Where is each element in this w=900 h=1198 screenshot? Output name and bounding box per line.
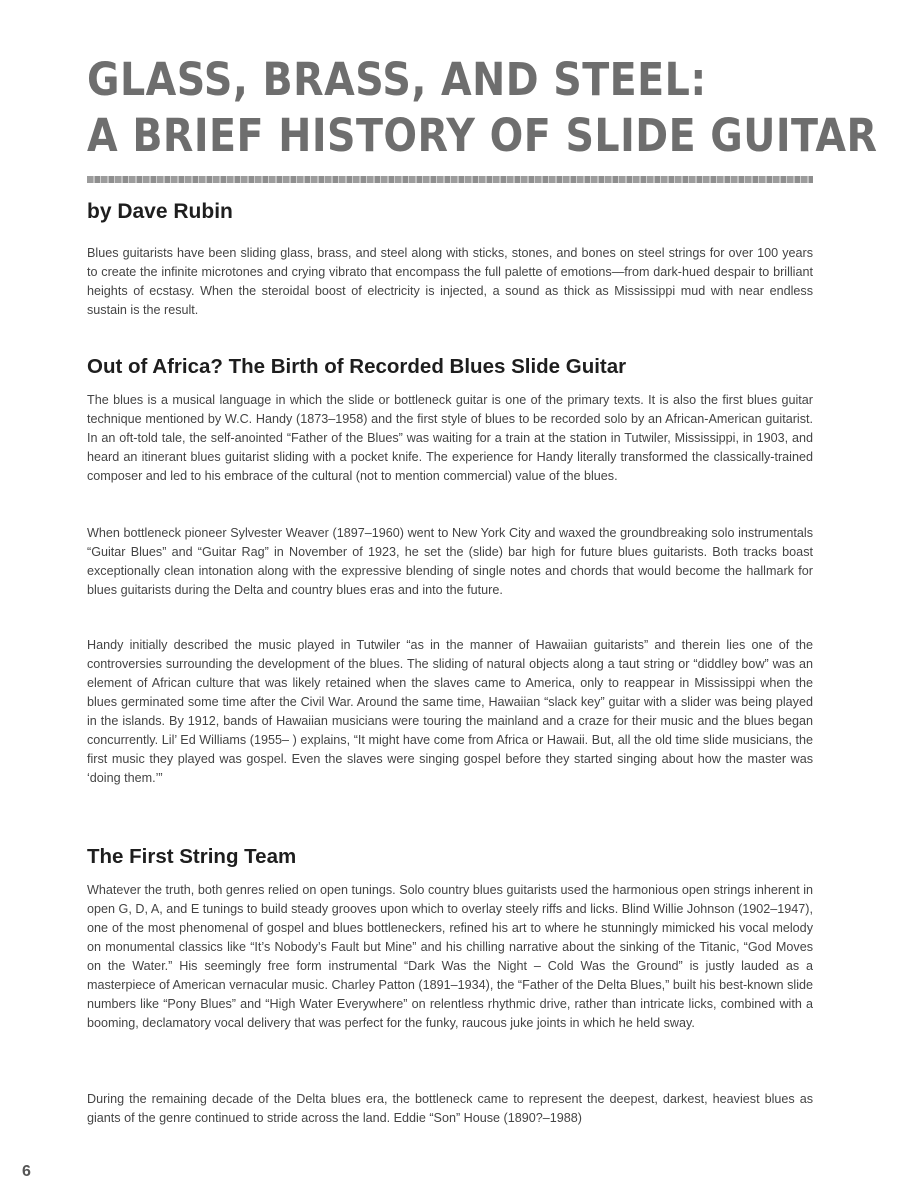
paragraph: Whatever the truth, both genres relied on open tunings. Solo country blues guitarists used the harmonious open strings inherent in open G, D, A, and E tunings to build steady grooves upon which to overlay steely riffs and licks. Blind Willie Johnson (1902–1947), one of the most phenomenal of gospel and blues bottleneckers, refined his art to where he stunningly mimicked his vocal melody on monumental classics like “It’s Nobody’s Fault but Mine” and his chilling narrative about the sinking of the Titanic, “God Moves on the Water.” His seemingly free form instrumental “Dark Was the Night – Cold Was the Ground” is justly lauded as a masterpiece of American vernacular music. Charley Patton (1891–1934), the “Father of the Delta Blues,” built his best-known slide numbers like “Pony Blues” and “High Water Everywhere” on relentless rhythmic drive, rather than intricate licks, combined with a booming, declamatory vocal delivery that was perfect for the funky, raucous juke joints in which he held sway.: [87, 883, 813, 1030]
paragraph: During the remaining decade of the Delta blues era, the bottleneck came to represent the deepest, darkest, heaviest blues as giants of the genre continued to stride across the land. Eddie “Son” House (1890?–1988): [87, 1092, 813, 1125]
paragraph: Handy initially described the music played in Tutwiler “as in the manner of Hawaiian guitarists” and therein lies one of the controversies surrounding the development of the blues. The sliding of natural objects along a taut string or “diddley bow” was an element of African culture that was likely retained when the slaves came to America, only to reappear in Mississippi when the blues germinated some time after the Civil War. Around the same time, Hawaiian “slack key” guitar with a slider was being played in the islands. By 1912, bands of Hawaiian musicians were touring the mainland and a craze for their music and the blues began concurrently. Lil’ Ed Williams (1955– ) explains, “It might have come from Africa or Hawaii. But, all the old time slide musicians, the first music they played was gospel. Even the slaves were singing gospel before they started singing about how the master was ‘doing them.’”: [87, 638, 813, 785]
page-title: [87, 52, 878, 164]
paragraph: The blues is a musical language in which the slide or bottleneck guitar is one of the primary texts. It is also the first blues guitar technique mentioned by W.C. Handy (1873–1958) and the first style of blues to be recorded solo by an African-American guitarist. In an oft-told tale, the self-anointed “Father of the Blues” was waiting for a train at the station in Tutwiler, Mississippi, in 1903, and heard an itinerant blues guitarist sliding with a pocket knife. The experience for Handy literally transformed the classically-trained composer and led to his embrace of the cultural (not to mention commercial) value of the blues.: [87, 393, 813, 483]
paragraph: When bottleneck pioneer Sylvester Weaver (1897–1960) went to New York City and waxed the groundbreaking solo instrumentals “Guitar Blues” and “Guitar Rag” in November of 1923, he set the (slide) bar high for future blues guitarists. Both tracks boast exceptionally clean intonation along with the expressive blending of single notes and chords that would become the hallmark for blues guitarists during the Delta and country blues eras and into the future.: [87, 526, 813, 597]
page-number: 6: [22, 1163, 31, 1180]
title-line-1: GLASS, BRASS, AND STEEL:: [87, 53, 707, 106]
intro-paragraph: Blues guitarists have been sliding glass, brass, and steel along with sticks, stones, and bones on steel strings for over 100 years to create the infinite microtones and crying vibrato that encompass the full palette of emotions—from dark-hued despair to brilliant heights of ecstasy. When the steroidal boost of electricity is injected, a sound as thick as Mississippi mud with near endless sustain is the result.: [87, 246, 813, 317]
author-byline: by Dave Rubin: [87, 200, 233, 223]
section-heading-out-of-africa: Out of Africa? The Birth of Recorded Blues Slide Guitar: [87, 355, 627, 378]
title-divider: [87, 176, 813, 183]
section-heading-first-string-team: The First String Team: [87, 845, 297, 868]
title-line-2: A BRIEF HISTORY OF SLIDE GUITAR: [87, 109, 878, 162]
